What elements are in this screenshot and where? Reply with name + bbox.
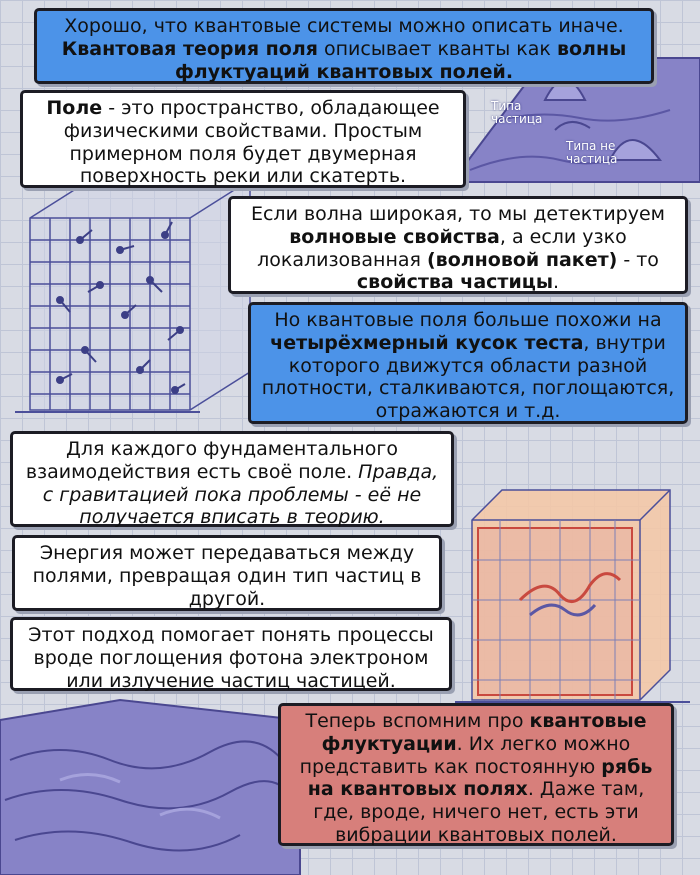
wave-properties-text: Если волна широкая, то мы детектируем волновые свойства, а если узко локализованная (волновой пакет) - то свойства частицы. bbox=[250, 203, 665, 294]
dough-box bbox=[248, 302, 688, 424]
approach-box bbox=[10, 617, 452, 691]
interactions-text: Для каждого фундаментального взаимодействия есть своё поле. Правда, с гравитацией пока проблемы - её не получается вписать в теорию. bbox=[25, 438, 439, 529]
fluctuations-box bbox=[278, 703, 674, 846]
label-particle-type: Типа частица bbox=[491, 99, 543, 127]
label-non-particle-type: Типа не частица bbox=[566, 139, 618, 167]
field-cube-with-wave bbox=[455, 490, 690, 702]
approach-text: Этот подход помогает понять процессы вроде поглощения фотона электроном или излучение частиц частицей. bbox=[28, 624, 434, 692]
field-definition-text: Поле - это пространство, обладающее физическими свойствами. Простым примерном поля будет двумерная поверхность реки или скатерть. bbox=[46, 97, 440, 188]
fluctuations-text: Теперь вспомним про квантовые флуктуации. Их легко можно представить как постоянную рябь на квантовых полях. Даже там, где, вроде, ничего нет, есть эти вибрации квантовых полей. bbox=[299, 710, 653, 846]
vector-field-cube bbox=[15, 180, 250, 412]
intro-box bbox=[34, 8, 654, 84]
field-definition-box bbox=[20, 90, 466, 188]
intro-text: Хорошо, что квантовые системы можно описать иначе. Квантовая теория поля описывает кванты как волны флуктуаций квантовых полей. bbox=[61, 15, 627, 83]
interactions-box bbox=[10, 431, 454, 527]
energy-text: Энергия может передаваться между полями, превращая один тип частиц в другой. bbox=[32, 542, 422, 610]
energy-box bbox=[12, 535, 442, 611]
ripple-surface-illustration bbox=[0, 700, 300, 875]
wave-properties-box bbox=[228, 196, 688, 294]
dough-text: Но квантовые поля больше похожи на четырёхмерный кусок теста, внутри которого движутся области разной плотности, сталкиваются, поглощаются, отражаются и т.д. bbox=[261, 309, 675, 423]
